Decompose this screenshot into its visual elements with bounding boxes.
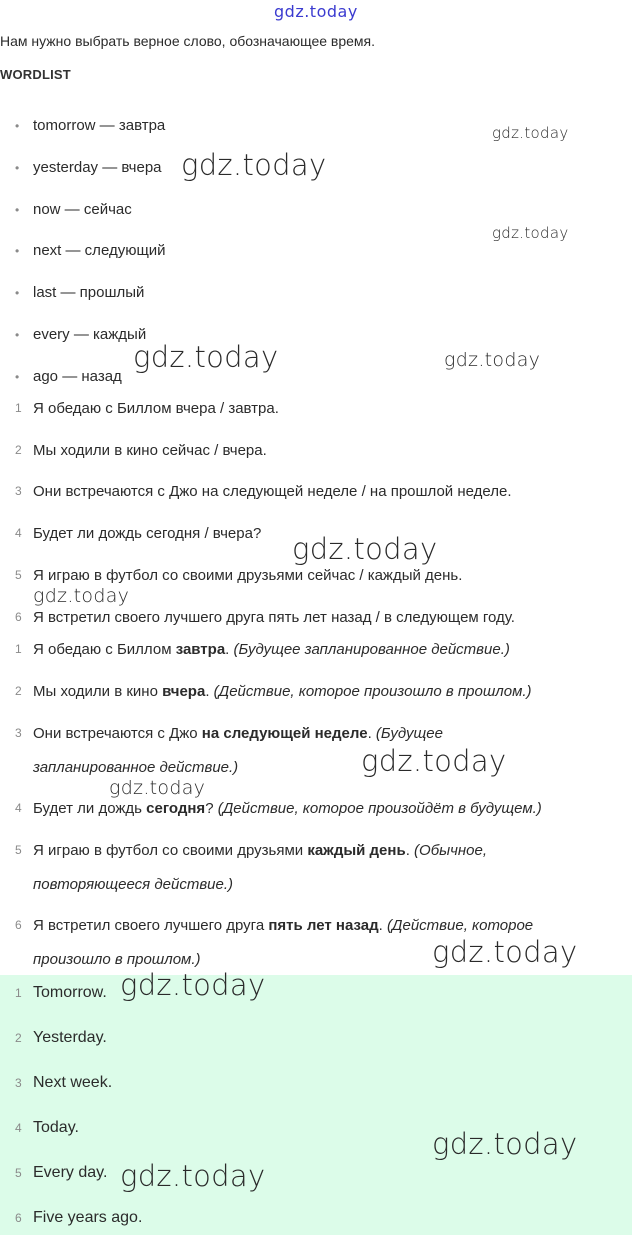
wordlist-item: • next — следующий: [15, 242, 166, 259]
watermark: gdz.today: [109, 777, 206, 799]
answer-item: 2 Yesterday.: [15, 1029, 107, 1046]
bullet: •: [15, 286, 20, 300]
explanation-item: 3 Они встречаются с Джо на следующей неделе. (Будущее запланированное действие.): [15, 725, 443, 776]
bullet: •: [15, 161, 20, 175]
watermark: gdz.today: [361, 744, 507, 778]
item-number: 2: [15, 1031, 22, 1045]
explanation-item: 4 Будет ли дождь сегодня? (Действие, которое произойдёт в будущем.): [15, 800, 542, 817]
watermark: gdz.today: [432, 1127, 578, 1161]
item-number: 2: [15, 443, 22, 457]
item-number: 5: [15, 1166, 22, 1180]
exercise-item: 6 Я встретил своего лучшего друга пять лет назад / в следующем году.: [15, 609, 515, 626]
exercise-item: 1 Я обедаю с Биллом вчера / завтра.: [15, 400, 279, 417]
wordlist-title: WORDLIST: [0, 67, 71, 82]
item-number: 1: [15, 642, 22, 656]
watermark: gdz.today: [120, 968, 266, 1002]
watermark: gdz.today: [444, 349, 541, 371]
exercise-item: 2 Мы ходили в кино сейчас / вчера.: [15, 442, 267, 459]
exercise-item: 4 Будет ли дождь сегодня / вчера?: [15, 525, 262, 542]
exercise-item: 5 Я играю в футбол со своими друзьями сейчас / каждый день.: [15, 567, 463, 584]
item-number: 3: [15, 484, 22, 498]
wordlist-item: • yesterday — вчера: [15, 159, 162, 176]
item-number: 6: [15, 610, 22, 624]
watermark: gdz.today: [492, 224, 569, 242]
answer-item: 5 Every day.: [15, 1164, 108, 1181]
answer-item: 4 Today.: [15, 1119, 79, 1136]
exercise-item: 3 Они встречаются с Джо на следующей неделе / на прошлой неделе.: [15, 483, 512, 500]
item-number: 1: [15, 986, 22, 1000]
item-number: 1: [15, 401, 22, 415]
answer-item: 3 Next week.: [15, 1074, 113, 1091]
explanation-item: 1 Я обедаю с Биллом завтра. (Будущее запланированное действие.): [15, 641, 510, 658]
wordlist-item: • tomorrow — завтра: [15, 117, 166, 134]
intro-text: Нам нужно выбрать верное слово, обозначающее время.: [0, 33, 376, 49]
watermark: gdz.today: [181, 148, 327, 182]
watermark: gdz.today: [432, 935, 578, 969]
item-number: 4: [15, 526, 22, 540]
watermark: gdz.today: [133, 340, 279, 374]
item-number: 3: [15, 1076, 22, 1090]
item-number: 4: [15, 1121, 22, 1135]
wordlist-item: • every — каждый: [15, 326, 147, 343]
explanation-item: 5 Я играю в футбол со своими друзьями каждый день. (Обычное, повторяющееся действие.): [15, 842, 488, 893]
watermark: gdz.today: [33, 585, 130, 607]
watermark: gdz.today: [492, 124, 569, 142]
bullet: •: [15, 370, 20, 384]
bullet: •: [15, 244, 20, 258]
watermark: gdz.today: [120, 1159, 266, 1193]
bullet: •: [15, 203, 20, 217]
item-number: 6: [15, 918, 22, 932]
watermark: gdz.today: [292, 532, 438, 566]
bullet: •: [15, 328, 20, 342]
answer-panel: [0, 975, 632, 1235]
item-number: 2: [15, 684, 22, 698]
explanation-item: 6 Я встретил своего лучшего друга пять лет назад. (Действие, которое произошло в прошлом.): [15, 917, 534, 968]
bullet: •: [15, 119, 20, 133]
item-number: 5: [15, 843, 22, 857]
wordlist-item: • now — сейчас: [15, 201, 132, 218]
explanation-item: 2 Мы ходили в кино вчера. (Действие, которое произошло в прошлом.): [15, 683, 532, 700]
wordlist-item: • ago — назад: [15, 368, 122, 385]
wordlist-item: • last — прошлый: [15, 284, 145, 301]
item-number: 6: [15, 1211, 22, 1225]
header-watermark: gdz.today: [274, 2, 358, 21]
item-number: 5: [15, 568, 22, 582]
answer-item: 1 Tomorrow.: [15, 984, 107, 1001]
answer-item: 6 Five years ago.: [15, 1209, 143, 1226]
item-number: 3: [15, 726, 22, 740]
item-number: 4: [15, 801, 22, 815]
